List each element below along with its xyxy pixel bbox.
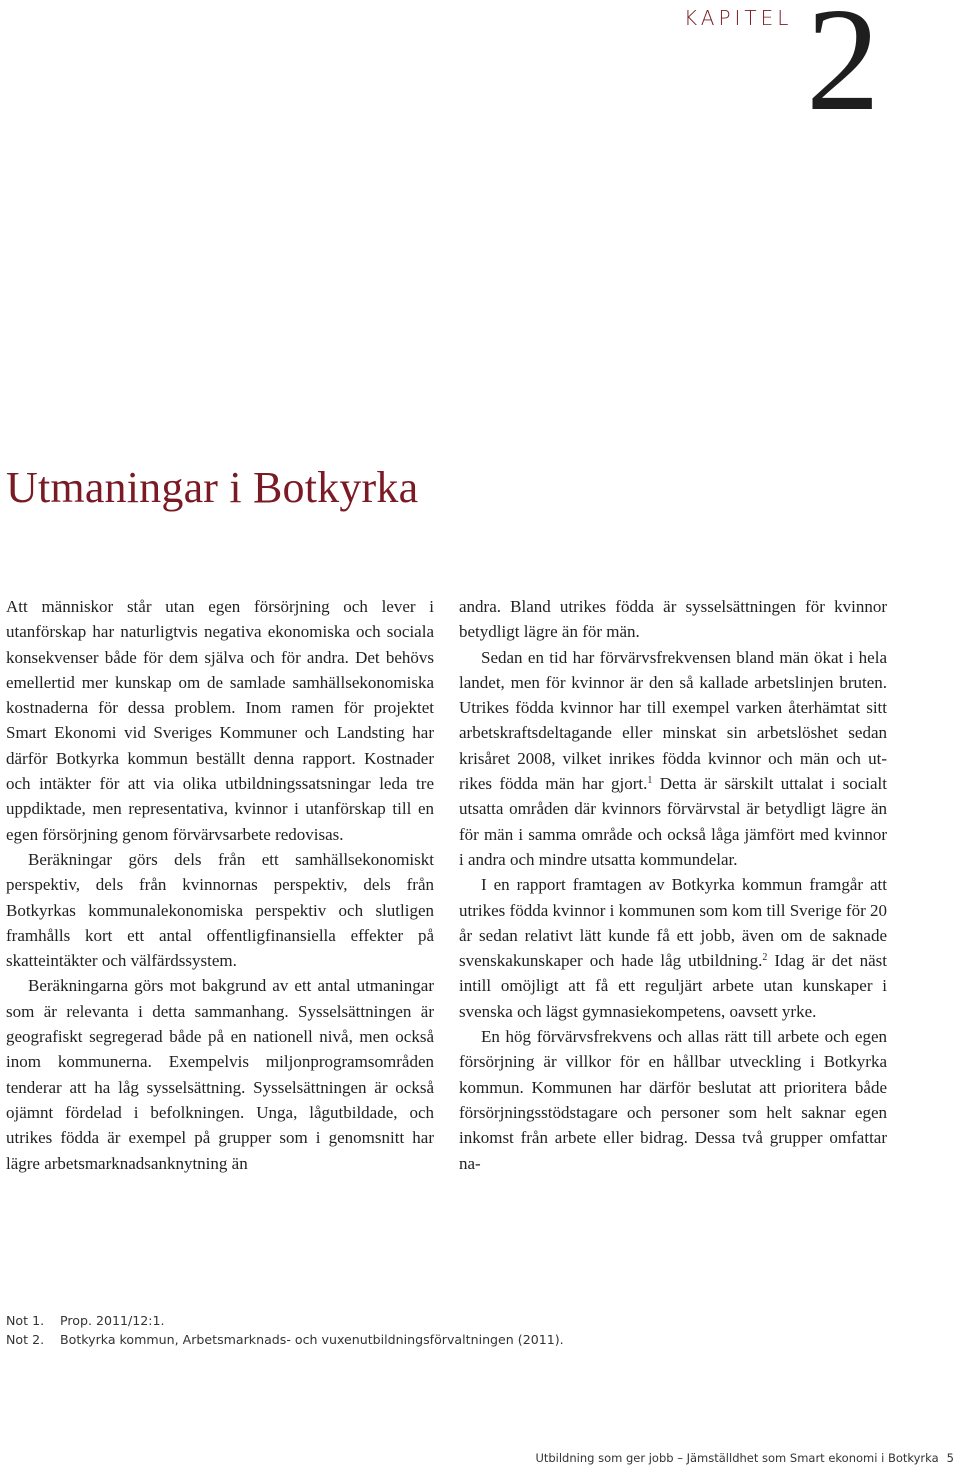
paragraph bbox=[459, 872, 887, 1024]
chapter-label: KAPITEL bbox=[684, 6, 793, 30]
paragraph-text: I en rapport framtagen av Botkyrka kommun framgår att utrikes födda kvinnor i kommunen som kom till Sverige för 20 år sedan relativt lätt kunde få ett jobb, även om de saknade svenskakunskaper och hade låg utbildning. bbox=[459, 875, 887, 971]
paragraph bbox=[459, 645, 887, 873]
paragraph: Att människor står utan egen försörjning och lever i utanförskap har naturligtvis negativa ekonomiska och sociala konsekvenser både för dem själva och för andra. Det behövs emellertid mer kunskap om de samlade samhällsekonomiska kostnaderna för dessa problem. Inom ramen för projektet Smart Ekonomi vid Sveriges Kommuner och Landsting har därför Botkyrka kommun beställt denna rapport. Kostnader och intäkter för att via olika utbildningssatsningar leda tre uppdiktade, men representativa, kvinnor i utanförskap till en egen försörjning genom förvärvsarbete redovisas. bbox=[6, 597, 434, 844]
page-number: 5 bbox=[946, 1451, 954, 1465]
footnote-label: Not 2. bbox=[6, 1332, 45, 1347]
footnote-text: Prop. 2011/12:1. bbox=[60, 1313, 165, 1328]
footnotes bbox=[6, 1311, 906, 1349]
paragraph-text: Sedan en tid har förvärvsfrekvensen bland män ökat i hela landet, men för kvinnor är den så kallade arbetslinjen bruten. Utrikes födda kvinnor har till exempel varken återhämtat sitt arbetskraftsdeltagande eller minskat sin arbetslöshet sedan krisåret 2008, vilket inrikes födda kvinnor och män och utrikes födda män har gjort. bbox=[459, 647, 887, 794]
footer-text: Utbildning som ger jobb – Jämställdhet som Smart ekonomi i Botkyrka bbox=[535, 1451, 939, 1465]
body-column-left bbox=[6, 594, 434, 1176]
paragraph: Beräkningar görs dels från ett samhällsekonomiskt perspektiv, dels från kvinnornas perspektiv, dels från Botkyrkas kommunalekonomiska perspektiv och slutligen framhålls kort ett antal offentligfinansiella effekter på skatteintäkter och välfärdssystem. bbox=[6, 849, 434, 971]
paragraph-text: Idag är det näst intill omöjligt att få ett reguljärt arbete utan kunskaper i svenska och lägst gymnasiekompetens, oavsett yrke. bbox=[459, 951, 887, 1021]
paragraph: andra. Bland utrikes födda är sysselsättningen för kvinnor betydligt lägre än för män. bbox=[459, 597, 887, 642]
footnote-reference: 1 bbox=[647, 775, 653, 787]
footnote-reference: 2 bbox=[762, 952, 768, 964]
paragraph: Beräkningarna görs mot bakgrund av ett antal utmaningar som är relevanta i detta sammanhang. Sysselsättningen är geografiskt segregerad både på en nationell nivå, men också inom kommunerna. Exempelvis miljonprogramsområden tenderar att ha låg sysselsättning. Sysselsättningen är också ojämnt fördelad i befolkningen. Unga, lågutbildade, och utrikes födda är exempel på grupper som i genomsnitt har lägre arbetsmarknadsanknytning än bbox=[6, 976, 434, 1173]
chapter-number: 2 bbox=[806, 0, 880, 142]
footnote bbox=[6, 1330, 906, 1349]
footnote-text: Botkyrka kommun, Arbetsmarknads- och vuxenutbildningsförvaltningen (2011). bbox=[60, 1332, 564, 1347]
footnote-label: Not 1. bbox=[6, 1313, 45, 1328]
paragraph: En hög förvärvsfrekvens och allas rätt till arbete och egen försörjning är villkor för en hållbar utveckling i Botkyrka kommun. Kommunen har därför beslutat att prioritera både försörjningsstödstagare och personer som helt saknar egen inkomst från arbete eller bidrag. Dessa två grupper omfattar na- bbox=[459, 1027, 887, 1173]
chapter-title: Utmaningar i Botkyrka bbox=[6, 463, 419, 512]
body-column-right bbox=[459, 594, 887, 1176]
footnote bbox=[6, 1311, 906, 1330]
running-footer bbox=[535, 1451, 954, 1465]
paragraph-text: Detta är särskilt uttalat i socialt utsatta områden där kvinnors förvärvstal är betydligt lägre än för män i samma område och också låga jämfört med kvinnor i andra och mindre utsatta kommundelar. bbox=[459, 774, 887, 869]
